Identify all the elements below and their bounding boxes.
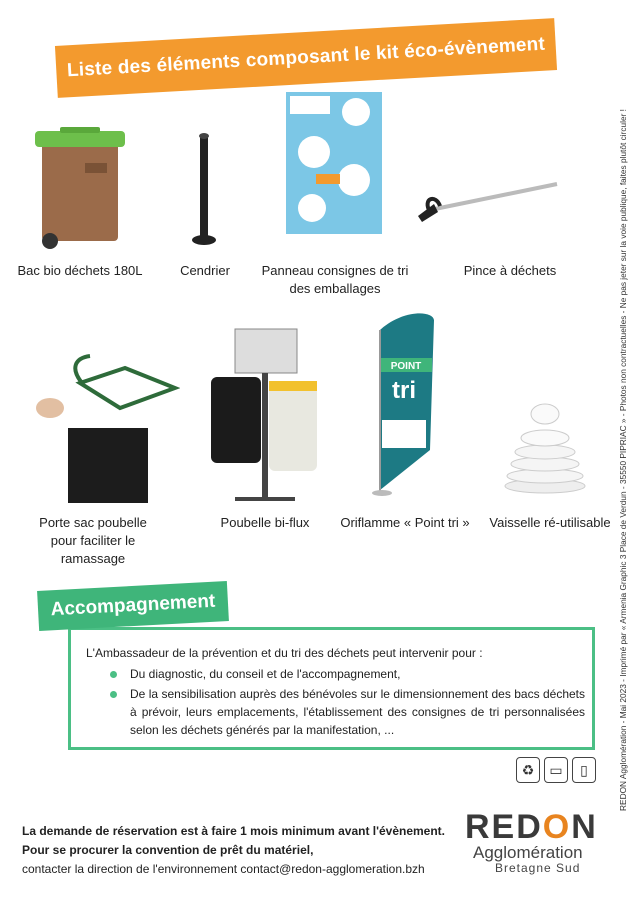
litter-picker-image [412, 176, 562, 226]
footer-line-1: La demande de réservation est à faire 1 mois minimum avant l'évènement. [22, 824, 446, 838]
item-caption-dual-bin: Poubelle bi-flux [220, 515, 310, 530]
list-item [110, 685, 585, 739]
logo-part-a: RED [465, 808, 543, 846]
point-tri-flag-image [372, 310, 442, 500]
eco-icons [516, 757, 596, 783]
redon-logo [465, 810, 605, 875]
accompaniment-list [110, 665, 585, 741]
side-legal-text-content: REDON Agglomération - Mai 2023 - Imprimé par « Armenia Graphic 3 Place de Verdun - 35550 PIPRIAC » - Photos non contractuelles - Ne pas jeter sur la voie publique, faites plutôt circuler ! [618, 109, 628, 811]
bullet-icon [110, 671, 117, 678]
list-item [110, 665, 585, 683]
bullet-icon [110, 691, 117, 698]
title-banner [55, 18, 557, 98]
logo-region: Bretagne Sud [495, 861, 581, 875]
accompaniment-intro: L'Ambassadeur de la prévention et du tri des déchets peut intervenir pour : [86, 646, 483, 660]
item-caption-bag-holder: Porte sac poubelle pour faciliter le ramassage [39, 515, 147, 566]
bio-bin-image [30, 125, 130, 250]
item-caption-tableware: Vaisselle ré-utilisable [489, 515, 611, 530]
flag-point-text: POINT [390, 361, 422, 372]
footer-text [22, 822, 445, 879]
footer-line-2: Pour se procurer la convention de prêt du matériel, [22, 843, 314, 857]
logo-part-b: N [571, 808, 598, 846]
item-caption-picker: Pince à déchets [463, 263, 557, 278]
tableware-image [500, 400, 590, 495]
item-caption-poster: Panneau consignes de tri des emballages [261, 263, 409, 296]
ashtray-image [190, 132, 218, 250]
paper-icon: ▭ [544, 757, 568, 783]
bag-holder-image [20, 328, 180, 503]
recycle-icon: ♻ [516, 757, 540, 783]
accompaniment-tab [37, 581, 229, 631]
dual-bin-image [205, 325, 325, 505]
list-item-text: Du diagnostic, du conseil et de l'accompagnement, [130, 667, 401, 681]
sorting-poster-image [286, 92, 382, 250]
bin-icon: ▯ [572, 757, 596, 783]
accompaniment-heading: Accompagnement [50, 590, 216, 621]
page-title: Liste des éléments composant le kit éco-évènement [66, 33, 546, 82]
logo-subtitle: Agglomération [473, 843, 583, 862]
footer-line-3[interactable]: contacter la direction de l'environnement contact@redon-agglomeration.bzh [22, 862, 425, 876]
logo-wordmark [465, 810, 605, 844]
item-caption-flag: Oriflamme « Point tri » [340, 515, 470, 530]
list-item-text: De la sensibilisation auprès des bénévoles sur le dimensionnement des bacs déchets à prévoir, leurs emplacements, l'établissement des consignes de tri personnalisées selon les déchets générés par la manifestation, ... [130, 687, 585, 737]
item-caption-bio-bin: Bac bio déchets 180L [17, 263, 143, 278]
flag-tri-text: tri [392, 377, 416, 404]
item-caption-ashtray: Cendrier [180, 263, 230, 278]
logo-part-o: O [542, 808, 572, 846]
side-legal-text [616, 60, 630, 860]
